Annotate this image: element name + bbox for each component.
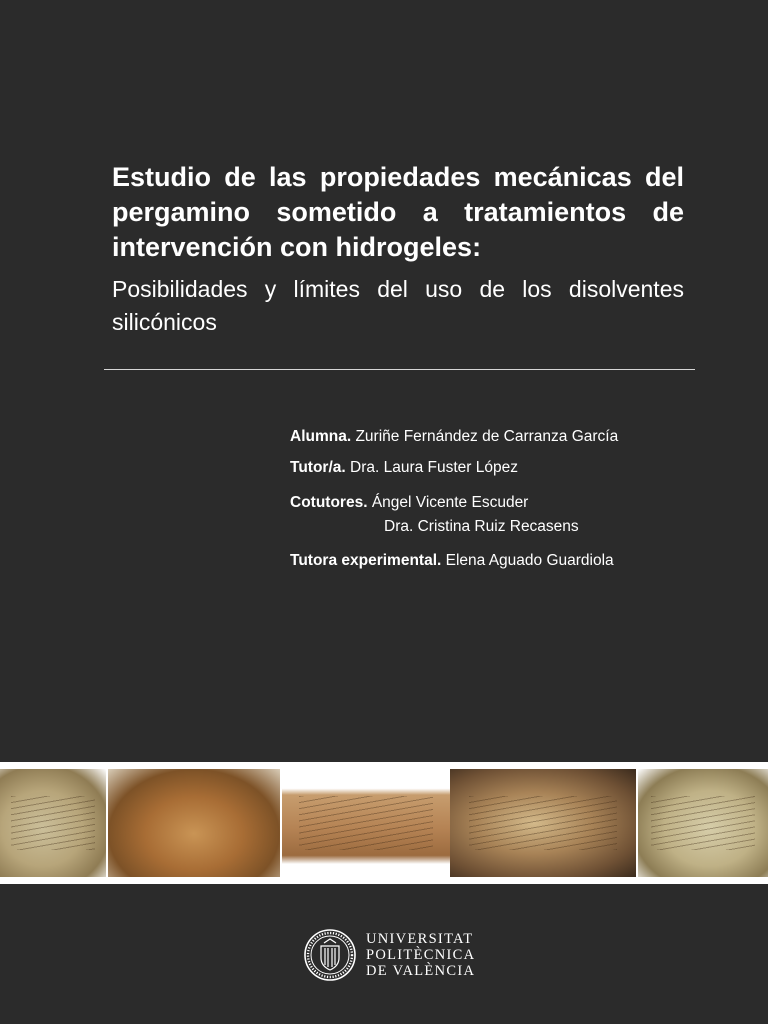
title-block — [112, 160, 684, 339]
title-divider — [104, 369, 695, 370]
parchment-photo-1 — [0, 769, 106, 877]
credit-cotutor-2: Dra. Cristina Ruiz Recasens — [384, 518, 579, 535]
credit-tutora-experimental-label: Tutora experimental. — [290, 552, 442, 569]
parchment-photo-strip — [0, 762, 768, 884]
credit-alumna-label: Alumna. — [290, 428, 352, 445]
university-name-line-2: POLITÈCNICA — [366, 947, 476, 963]
subtitle: Posibilidades y límites del uso de los disolventes silicónicos — [112, 276, 684, 335]
credit-alumna-value: Zuriñe Fernández de Carranza García — [355, 428, 619, 445]
parchment-photo-2 — [108, 769, 280, 877]
credit-cotutores — [290, 492, 528, 514]
parchment-photo-3 — [282, 769, 450, 877]
parchment-photo-4 — [450, 769, 636, 877]
parchment-photo-5 — [638, 769, 768, 877]
main-title: Estudio de las propiedades mecánicas del pergamino sometido a tratamientos de intervención con hidrogeles: — [112, 162, 684, 262]
university-name-line-3: DE VALÈNCIA — [366, 963, 476, 979]
credit-tutor — [290, 457, 518, 479]
credit-tutor-value: Dra. Laura Fuster López — [350, 459, 519, 476]
credit-tutora-experimental — [290, 550, 614, 572]
credit-tutora-experimental-value: Elena Aguado Guardiola — [445, 552, 614, 569]
credit-cotutor-1: Ángel Vicente Escuder — [371, 494, 529, 511]
credit-cotutores-label: Cotutores. — [290, 494, 368, 511]
university-logo — [304, 928, 484, 984]
credit-cotutores-second — [384, 516, 579, 538]
credit-alumna — [290, 426, 618, 448]
credit-tutor-label: Tutor/a. — [290, 459, 346, 476]
university-name-line-1: UNIVERSITAT — [366, 931, 474, 947]
university-name — [366, 931, 475, 979]
university-seal-icon — [304, 929, 356, 981]
